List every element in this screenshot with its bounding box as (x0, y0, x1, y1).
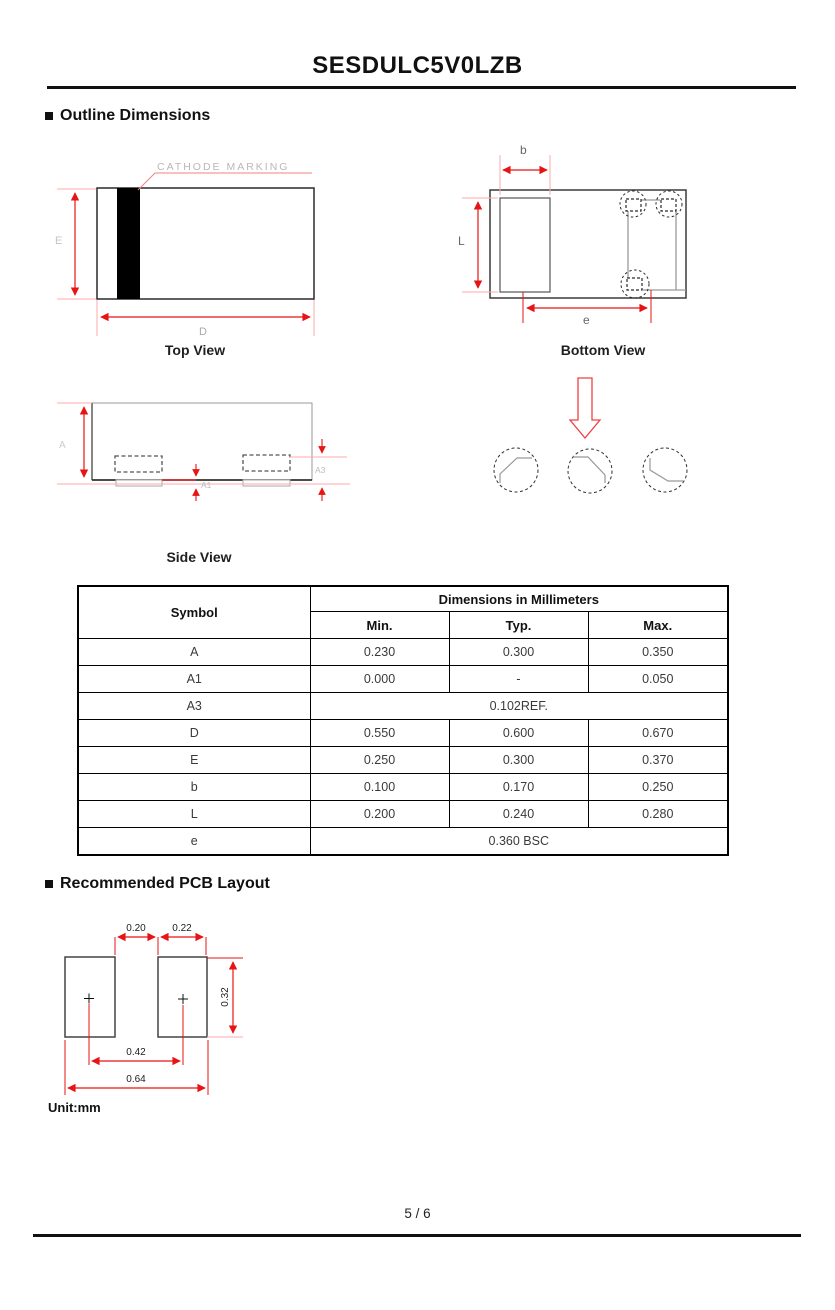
pad-center-marks (84, 994, 188, 1005)
pad-corner-detail-circles (494, 448, 687, 493)
cathode-marking-label: CATHODE MARKING (157, 161, 290, 173)
side-view-body (92, 403, 312, 480)
footer-rule (33, 1234, 801, 1237)
col-header-max: Max. (588, 612, 728, 639)
svg-text:b: b (520, 143, 527, 157)
table-row: E 0.250 0.300 0.370 (78, 747, 728, 774)
table-row: A 0.230 0.300 0.350 (78, 639, 728, 666)
unit-note: Unit:mm (48, 1100, 101, 1115)
bottom-view-body (490, 190, 686, 298)
top-view-drawing (55, 161, 314, 338)
section-bullet-icon (45, 112, 53, 120)
dim-A3 (290, 439, 347, 501)
table-header-row (78, 586, 728, 612)
table-row: e 0.360 BSC (78, 828, 728, 856)
dim-pad-height (207, 958, 243, 1037)
col-header-group: Dimensions in Millimeters (310, 586, 728, 612)
dim-E (55, 189, 96, 299)
svg-text:0.22: 0.22 (172, 923, 192, 934)
pcb-pads (65, 957, 207, 1037)
dim-A (57, 403, 350, 484)
header-rule (47, 86, 796, 89)
side-view-drawing (57, 403, 350, 501)
col-header-symbol: Symbol (78, 586, 310, 639)
cathode-band (117, 188, 140, 299)
outline-diagrams-svg (0, 140, 835, 590)
side-view-terminal-left (116, 480, 162, 486)
outline-heading-label: Outline Dimensions (60, 107, 211, 124)
svg-text:e: e (583, 313, 590, 327)
col-header-typ: Typ. (449, 612, 588, 639)
table-row: L 0.200 0.240 0.280 (78, 801, 728, 828)
table-row: A1 0.000 - 0.050 (78, 666, 728, 693)
side-view-hidden-pad-left (115, 456, 162, 472)
dim-gap-and-pad-width (115, 923, 206, 955)
page-title: SESDULC5V0LZB (312, 52, 523, 79)
col-header-min: Min. (310, 612, 449, 639)
section-bullet-icon (45, 880, 53, 888)
svg-text:A3: A3 (315, 465, 326, 475)
dim-L (458, 198, 498, 292)
dim-center-pitch (89, 1004, 183, 1065)
pcb-heading-label: Recommended PCB Layout (60, 875, 270, 892)
bottom-view-drawing (458, 143, 686, 327)
svg-text:E: E (55, 235, 63, 247)
dim-A1 (162, 464, 212, 501)
pcb-section-heading (45, 875, 270, 893)
bottom-view-left-pad (500, 198, 550, 292)
table-row: D 0.550 0.600 0.670 (78, 720, 728, 747)
top-view-caption: Top View (164, 342, 226, 358)
svg-text:0.20: 0.20 (126, 923, 146, 934)
side-view-terminal-right (243, 480, 290, 486)
svg-text:A1: A1 (201, 480, 212, 490)
pcb-pad-left (65, 957, 115, 1037)
outline-section-heading (45, 107, 210, 125)
svg-text:L: L (458, 234, 465, 248)
table-row: A3 0.102REF. (78, 693, 728, 720)
detail-callout-arrow-icon (570, 378, 600, 438)
table-row: b 0.100 0.170 0.250 (78, 774, 728, 801)
svg-text:0.32: 0.32 (220, 987, 231, 1007)
bottom-view-right-pad (620, 191, 686, 298)
svg-text:0.64: 0.64 (126, 1074, 146, 1085)
side-view-hidden-pad-right (243, 455, 290, 471)
bottom-view-caption: Bottom View (560, 342, 646, 358)
svg-text:A: A (59, 440, 66, 451)
dimensions-table (77, 585, 729, 856)
dim-D (97, 300, 314, 338)
side-view-caption: Side View (166, 549, 232, 565)
dim-e (523, 290, 651, 327)
svg-text:D: D (199, 326, 207, 338)
svg-text:0.42: 0.42 (126, 1047, 146, 1058)
dim-b (500, 143, 550, 195)
page-number: 5 / 6 (404, 1206, 431, 1221)
